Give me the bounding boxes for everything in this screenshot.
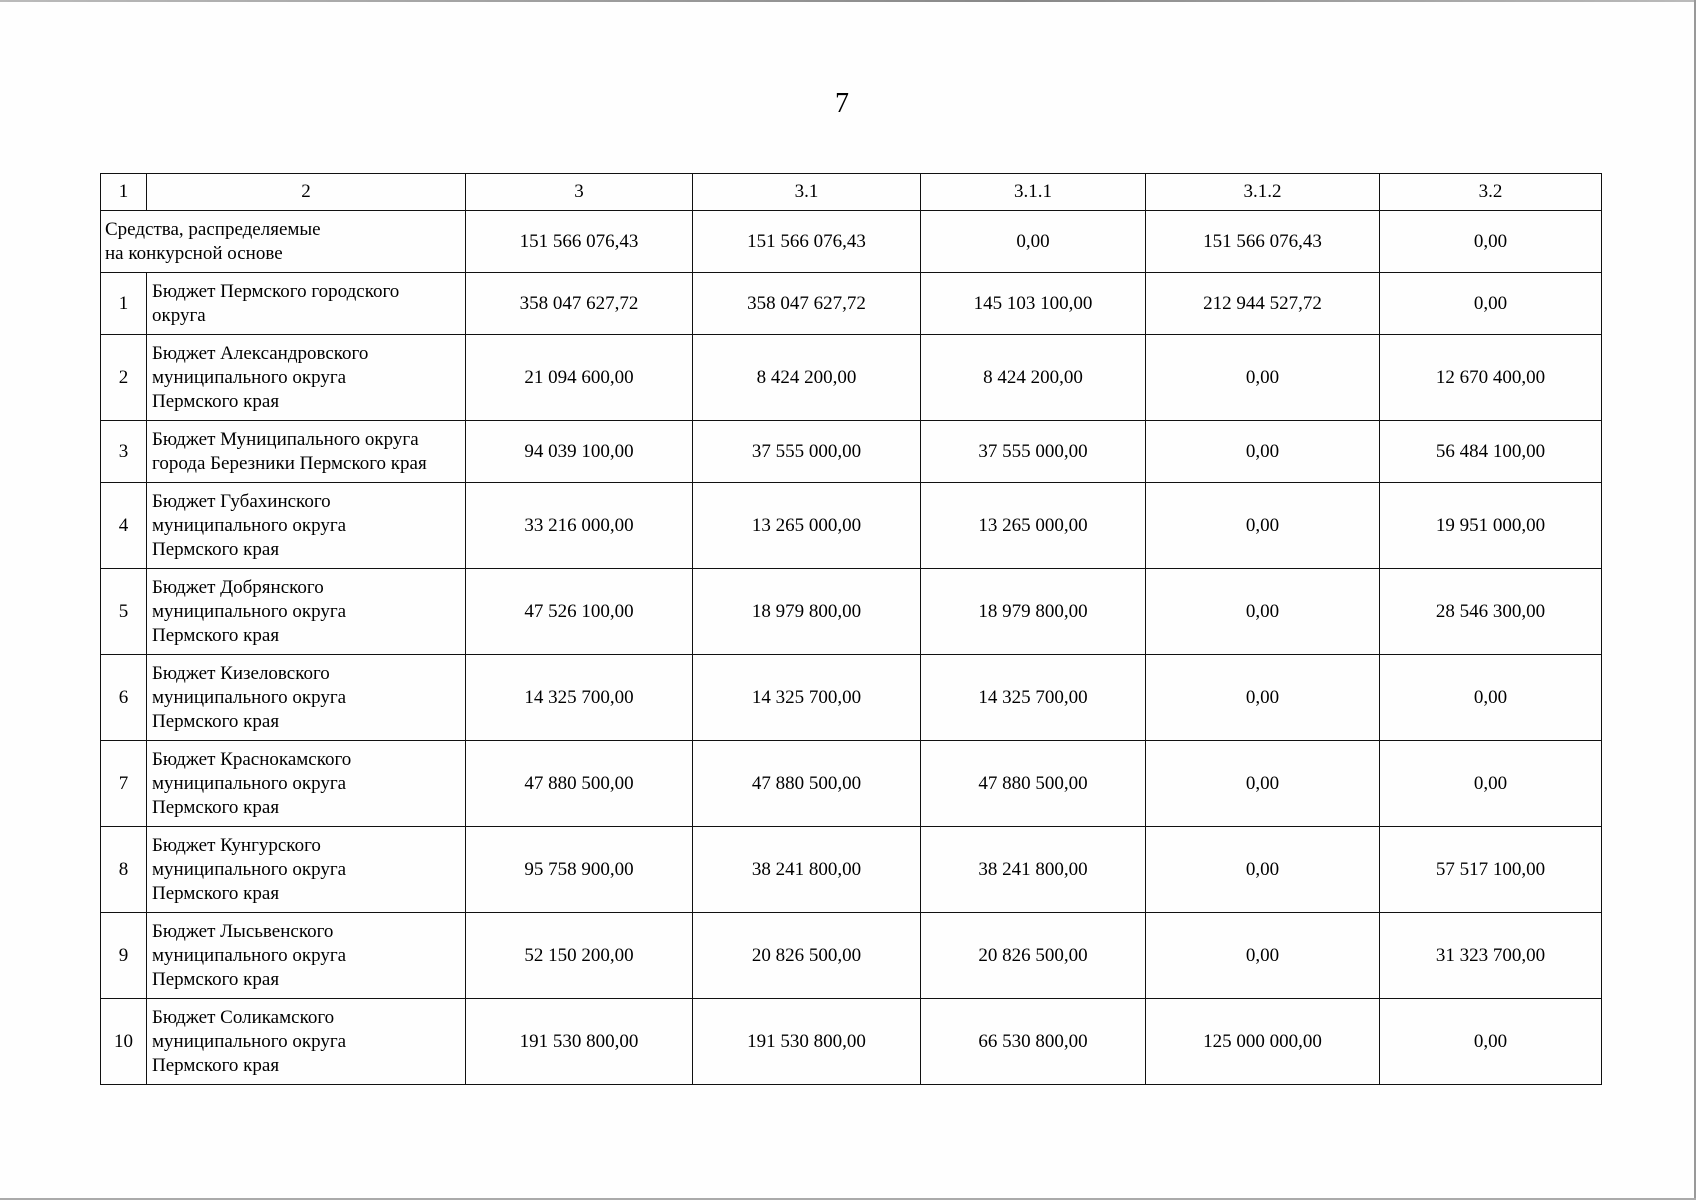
value-cell: 358 047 627,72 (693, 273, 921, 335)
budget-name-line: города Березники Пермского края (152, 452, 427, 474)
budget-name-line: Пермского края (152, 710, 280, 732)
budget-name-cell (147, 999, 466, 1085)
value-cell: 0,00 (1380, 999, 1602, 1085)
header-cell-col1: 1 (101, 174, 147, 211)
value-cell: 37 555 000,00 (921, 421, 1146, 483)
value-cell: 151 566 076,43 (693, 211, 921, 273)
value-cell: 20 826 500,00 (693, 913, 921, 999)
value-cell: 0,00 (921, 211, 1146, 273)
value-cell: 95 758 900,00 (466, 827, 693, 913)
header-row (101, 174, 1602, 211)
row-number-cell: 8 (101, 827, 147, 913)
value-cell: 191 530 800,00 (693, 999, 921, 1085)
budget-name-line: муниципального округа (152, 944, 347, 966)
budget-name-line: муниципального округа (152, 514, 347, 536)
row-number-cell: 6 (101, 655, 147, 741)
table-row (101, 273, 1602, 335)
header-cell-col3: 3 (466, 174, 693, 211)
value-cell: 0,00 (1380, 741, 1602, 827)
table-row (101, 999, 1602, 1085)
scan-edge-top (0, 0, 1696, 2)
budget-name-line: Бюджет Соликамского (152, 1006, 335, 1028)
row-number-cell: 7 (101, 741, 147, 827)
table-row (101, 483, 1602, 569)
budget-name-line: Пермского края (152, 968, 280, 990)
value-cell: 191 530 800,00 (466, 999, 693, 1085)
value-cell: 18 979 800,00 (693, 569, 921, 655)
budget-name-line: Бюджет Александровского (152, 342, 369, 364)
value-cell: 57 517 100,00 (1380, 827, 1602, 913)
budget-name-line: муниципального округа (152, 858, 347, 880)
value-cell: 145 103 100,00 (921, 273, 1146, 335)
value-cell: 0,00 (1146, 421, 1380, 483)
table-row (101, 421, 1602, 483)
table-row (101, 913, 1602, 999)
value-cell: 12 670 400,00 (1380, 335, 1602, 421)
budget-name-line: муниципального округа (152, 1030, 347, 1052)
value-cell: 0,00 (1146, 483, 1380, 569)
budget-name-line: Пермского края (152, 538, 280, 560)
competitive-row-label (101, 211, 466, 273)
table-row (101, 741, 1602, 827)
row-number-cell: 2 (101, 335, 147, 421)
value-cell: 94 039 100,00 (466, 421, 693, 483)
budget-name-line: Пермского края (152, 390, 280, 412)
value-cell: 18 979 800,00 (921, 569, 1146, 655)
page-number: 7 (835, 88, 849, 119)
row-number-cell: 9 (101, 913, 147, 999)
budget-name-cell (147, 655, 466, 741)
value-cell: 14 325 700,00 (921, 655, 1146, 741)
budget-name-cell (147, 273, 466, 335)
budget-name-line: Бюджет Добрянского (152, 576, 324, 598)
budget-name-line: Бюджет Кизеловского (152, 662, 330, 684)
budget-name-line: Бюджет Губахинского (152, 490, 331, 512)
value-cell: 47 880 500,00 (466, 741, 693, 827)
budget-name-line: Бюджет Пермского городского (152, 280, 400, 302)
value-cell: 151 566 076,43 (466, 211, 693, 273)
value-cell: 8 424 200,00 (693, 335, 921, 421)
value-cell: 19 951 000,00 (1380, 483, 1602, 569)
budget-name-cell (147, 827, 466, 913)
budget-name-line: муниципального округа (152, 772, 347, 794)
row-number-cell: 10 (101, 999, 147, 1085)
budget-name-cell (147, 913, 466, 999)
budget-name-line: муниципального округа (152, 366, 347, 388)
value-cell: 56 484 100,00 (1380, 421, 1602, 483)
budget-name-cell (147, 421, 466, 483)
budget-name-line: округа (152, 304, 206, 326)
value-cell: 66 530 800,00 (921, 999, 1146, 1085)
row-number-cell: 3 (101, 421, 147, 483)
budget-name-line: Бюджет Муниципального округа (152, 428, 419, 450)
value-cell: 13 265 000,00 (693, 483, 921, 569)
value-cell: 33 216 000,00 (466, 483, 693, 569)
competitive-row-label-line: на конкурсной основе (105, 242, 283, 264)
table-row (101, 827, 1602, 913)
value-cell: 47 880 500,00 (921, 741, 1146, 827)
value-cell: 28 546 300,00 (1380, 569, 1602, 655)
competitive-row-label-line: Средства, распределяемые (105, 218, 321, 240)
header-cell-col3-2: 3.2 (1380, 174, 1602, 211)
header-cell-col3-1-2: 3.1.2 (1146, 174, 1380, 211)
budget-name-line: Пермского края (152, 1054, 280, 1076)
value-cell: 0,00 (1146, 335, 1380, 421)
header-cell-col2: 2 (147, 174, 466, 211)
budget-name-line: Пермского края (152, 882, 280, 904)
value-cell: 38 241 800,00 (921, 827, 1146, 913)
budget-name-line: Пермского края (152, 796, 280, 818)
budget-name-line: муниципального округа (152, 686, 347, 708)
value-cell: 0,00 (1146, 741, 1380, 827)
value-cell: 47 880 500,00 (693, 741, 921, 827)
budget-name-line: Бюджет Кунгурского (152, 834, 321, 856)
value-cell: 212 944 527,72 (1146, 273, 1380, 335)
value-cell: 0,00 (1380, 211, 1602, 273)
value-cell: 21 094 600,00 (466, 335, 693, 421)
budget-table (100, 173, 1602, 1085)
value-cell: 0,00 (1380, 655, 1602, 741)
value-cell: 14 325 700,00 (466, 655, 693, 741)
budget-name-line: Бюджет Лысьвенского (152, 920, 334, 942)
budget-name-cell (147, 335, 466, 421)
value-cell: 0,00 (1380, 273, 1602, 335)
value-cell: 37 555 000,00 (693, 421, 921, 483)
value-cell: 0,00 (1146, 569, 1380, 655)
value-cell: 358 047 627,72 (466, 273, 693, 335)
budget-name-cell (147, 569, 466, 655)
budget-name-line: Пермского края (152, 624, 280, 646)
value-cell: 52 150 200,00 (466, 913, 693, 999)
budget-name-line: муниципального округа (152, 600, 347, 622)
budget-name-cell (147, 483, 466, 569)
value-cell: 151 566 076,43 (1146, 211, 1380, 273)
row-number-cell: 4 (101, 483, 147, 569)
table-row (101, 335, 1602, 421)
value-cell: 31 323 700,00 (1380, 913, 1602, 999)
header-cell-col3-1-1: 3.1.1 (921, 174, 1146, 211)
value-cell: 38 241 800,00 (693, 827, 921, 913)
value-cell: 0,00 (1146, 655, 1380, 741)
table-row (101, 655, 1602, 741)
budget-name-cell (147, 741, 466, 827)
budget-name-line: Бюджет Краснокамского (152, 748, 352, 770)
table-row (101, 569, 1602, 655)
value-cell: 0,00 (1146, 913, 1380, 999)
value-cell: 14 325 700,00 (693, 655, 921, 741)
value-cell: 13 265 000,00 (921, 483, 1146, 569)
value-cell: 125 000 000,00 (1146, 999, 1380, 1085)
competitive-row (101, 211, 1602, 273)
row-number-cell: 5 (101, 569, 147, 655)
row-number-cell: 1 (101, 273, 147, 335)
value-cell: 20 826 500,00 (921, 913, 1146, 999)
value-cell: 47 526 100,00 (466, 569, 693, 655)
header-cell-col3-1: 3.1 (693, 174, 921, 211)
value-cell: 0,00 (1146, 827, 1380, 913)
value-cell: 8 424 200,00 (921, 335, 1146, 421)
